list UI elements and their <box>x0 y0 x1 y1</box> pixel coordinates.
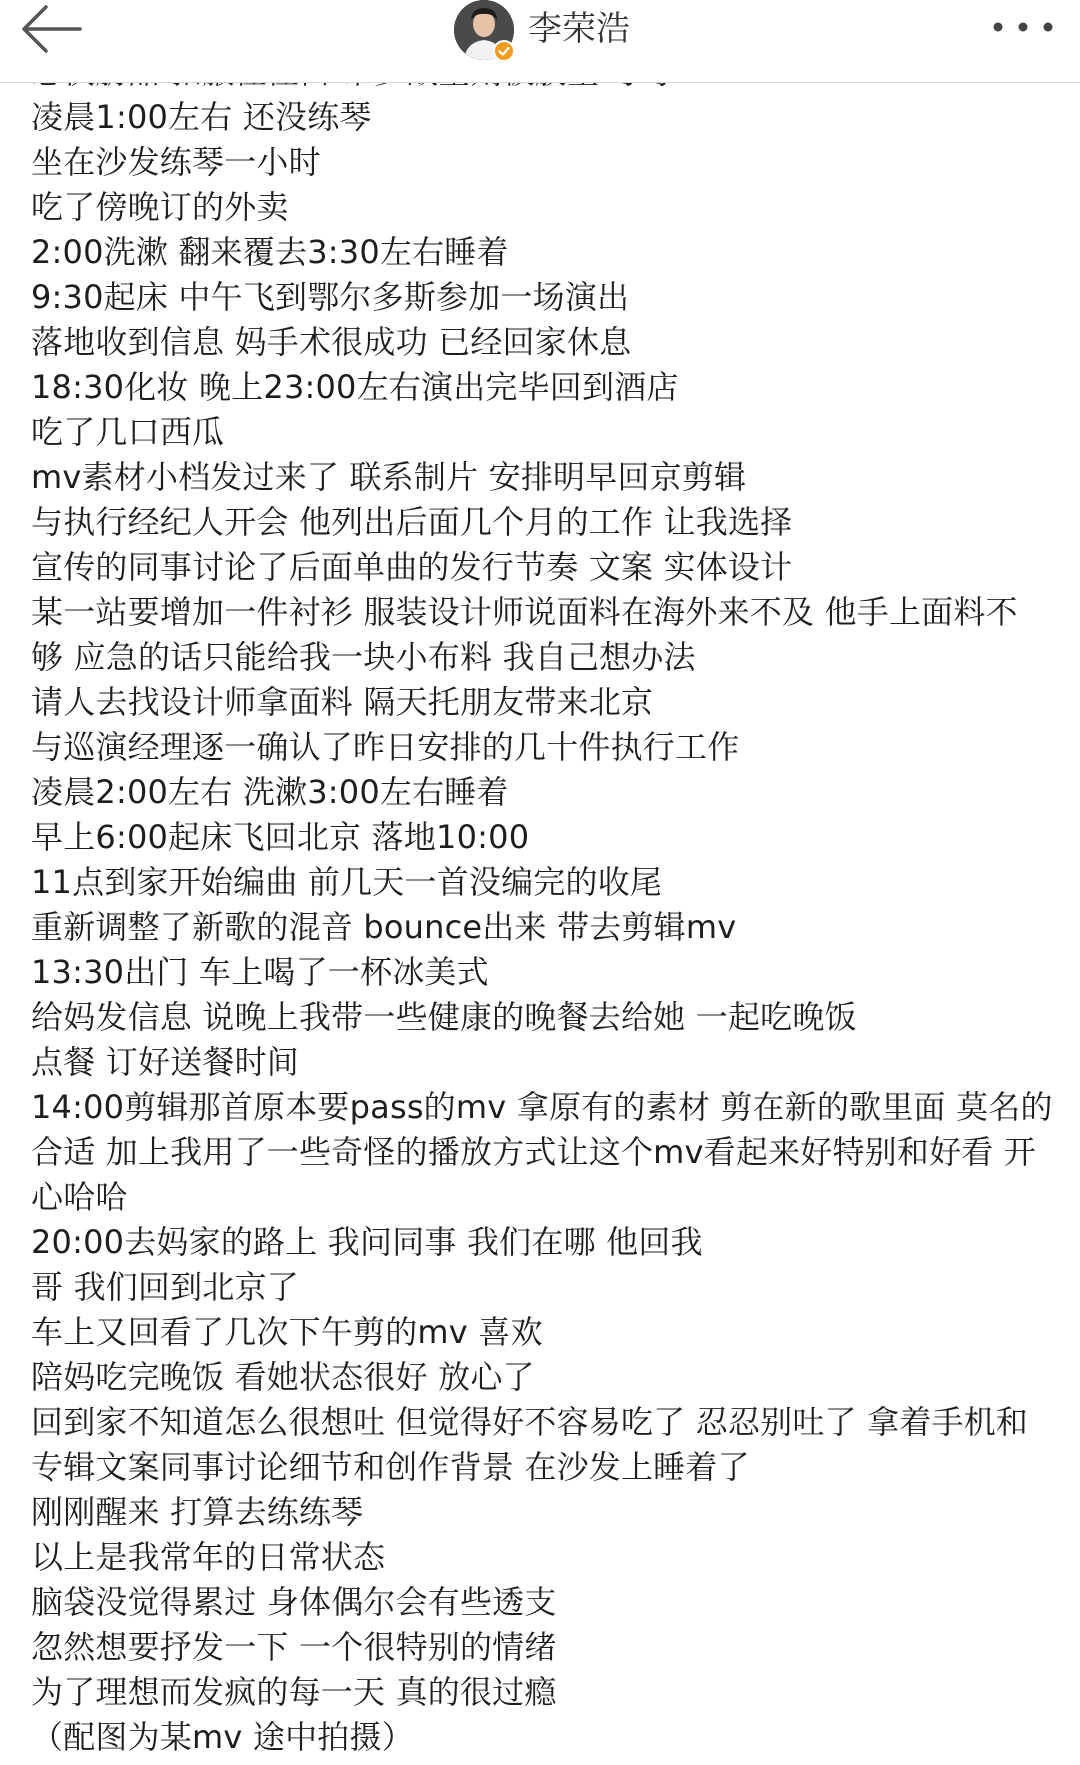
post-line: 坐在沙发练琴一小时 <box>31 143 321 181</box>
post-line: 为了理想而发疯的每一天 真的很过瘾 <box>31 1673 557 1711</box>
post-line: 心哈哈 <box>31 1178 128 1216</box>
post-line: 吃了几口西瓜 <box>31 413 225 451</box>
post-line: （配图为某mv 途中拍摄） <box>31 1718 414 1756</box>
post-line: 重新调整了新歌的混音 bounce出来 带去剪辑mv <box>31 908 737 946</box>
post-line: 忽然想要抒发一下 一个很特别的情绪 <box>31 1628 557 1666</box>
post-line: 请人去找设计师拿面料 隔天托朋友带来北京 <box>31 683 654 721</box>
post-line: 吃了傍晚订的外卖 <box>31 188 289 226</box>
post-line: 早上6:00起床飞回北京 落地10:00 <box>31 818 530 856</box>
post-line: 点餐 订好送餐时间 <box>31 1043 299 1081</box>
post-line: 凌晨1:00左右 还没练琴 <box>31 98 372 136</box>
post-line: 9:30起床 中午飞到鄂尔多斯参加一场演出 <box>31 278 630 316</box>
post-line: 专辑文案同事讨论细节和创作背景 在沙发上睡着了 <box>31 1448 750 1486</box>
post-line: 宣传的同事讨论了后面单曲的发行节奏 文案 实体设计 <box>31 548 793 586</box>
post-line: 14:00剪辑那首原本要pass的mv 拿原有的素材 剪在新的歌里面 莫名的 <box>31 1088 1053 1126</box>
back-arrow-icon[interactable] <box>18 2 88 56</box>
post-line: 陪妈吃完晚饭 看她状态很好 放心了 <box>31 1358 535 1396</box>
post-content <box>31 50 1051 1760</box>
post-line: 以上是我常年的日常状态 <box>31 1538 386 1576</box>
post-line: 车上又回看了几次下午剪的mv 喜欢 <box>31 1313 543 1351</box>
post-line: 给妈发信息 说晚上我带一些健康的晚餐去给她 一起吃晚饭 <box>31 998 857 1036</box>
post-line: 某一站要增加一件衬衫 服装设计师说面料在海外来不及 他手上面料不 <box>31 593 1018 631</box>
post-line: 合适 加上我用了一些奇怪的播放方式让这个mv看起来好特别和好看 开 <box>31 1133 1037 1171</box>
post-line: 凌晨2:00左右 洗漱3:00左右睡着 <box>31 773 509 811</box>
post-line: 20:00去妈家的路上 我问同事 我们在哪 他回我 <box>31 1223 703 1261</box>
more-dots-icon[interactable] <box>990 12 1056 42</box>
post-line: 哥 我们回到北京了 <box>31 1268 299 1306</box>
post-line: 回到家不知道怎么很想吐 但觉得好不容易吃了 忍忍别吐了 拿着手机和 <box>31 1403 1029 1441</box>
post-line: 与巡演经理逐一确认了昨日安排的几十件执行工作 <box>31 728 740 766</box>
post-line: 11点到家开始编曲 前几天一首没编完的收尾 <box>31 863 663 901</box>
top-navigation-bar <box>0 0 1080 83</box>
post-line: 脑袋没觉得累过 身体偶尔会有些透支 <box>31 1583 557 1621</box>
post-line: 与执行经纪人开会 他列出后面几个月的工作 让我选择 <box>31 503 793 541</box>
post-line: mv素材小档发过来了 联系制片 安排明早回京剪辑 <box>31 458 747 496</box>
post-line: 落地收到信息 妈手术很成功 已经回家休息 <box>31 323 632 361</box>
post-line: 够 应急的话只能给我一块小布料 我自己想办法 <box>31 638 696 676</box>
post-line: 13:30出门 车上喝了一杯冰美式 <box>31 953 489 991</box>
verified-badge-icon <box>493 40 515 62</box>
username[interactable]: 李荣浩 <box>528 9 630 49</box>
post-line: 18:30化妆 晚上23:00左右演出完毕回到酒店 <box>31 368 679 406</box>
post-line: 2:00洗漱 翻来覆去3:30左右睡着 <box>31 233 509 271</box>
post-line: 刚刚醒来 打算去练练琴 <box>31 1493 364 1531</box>
